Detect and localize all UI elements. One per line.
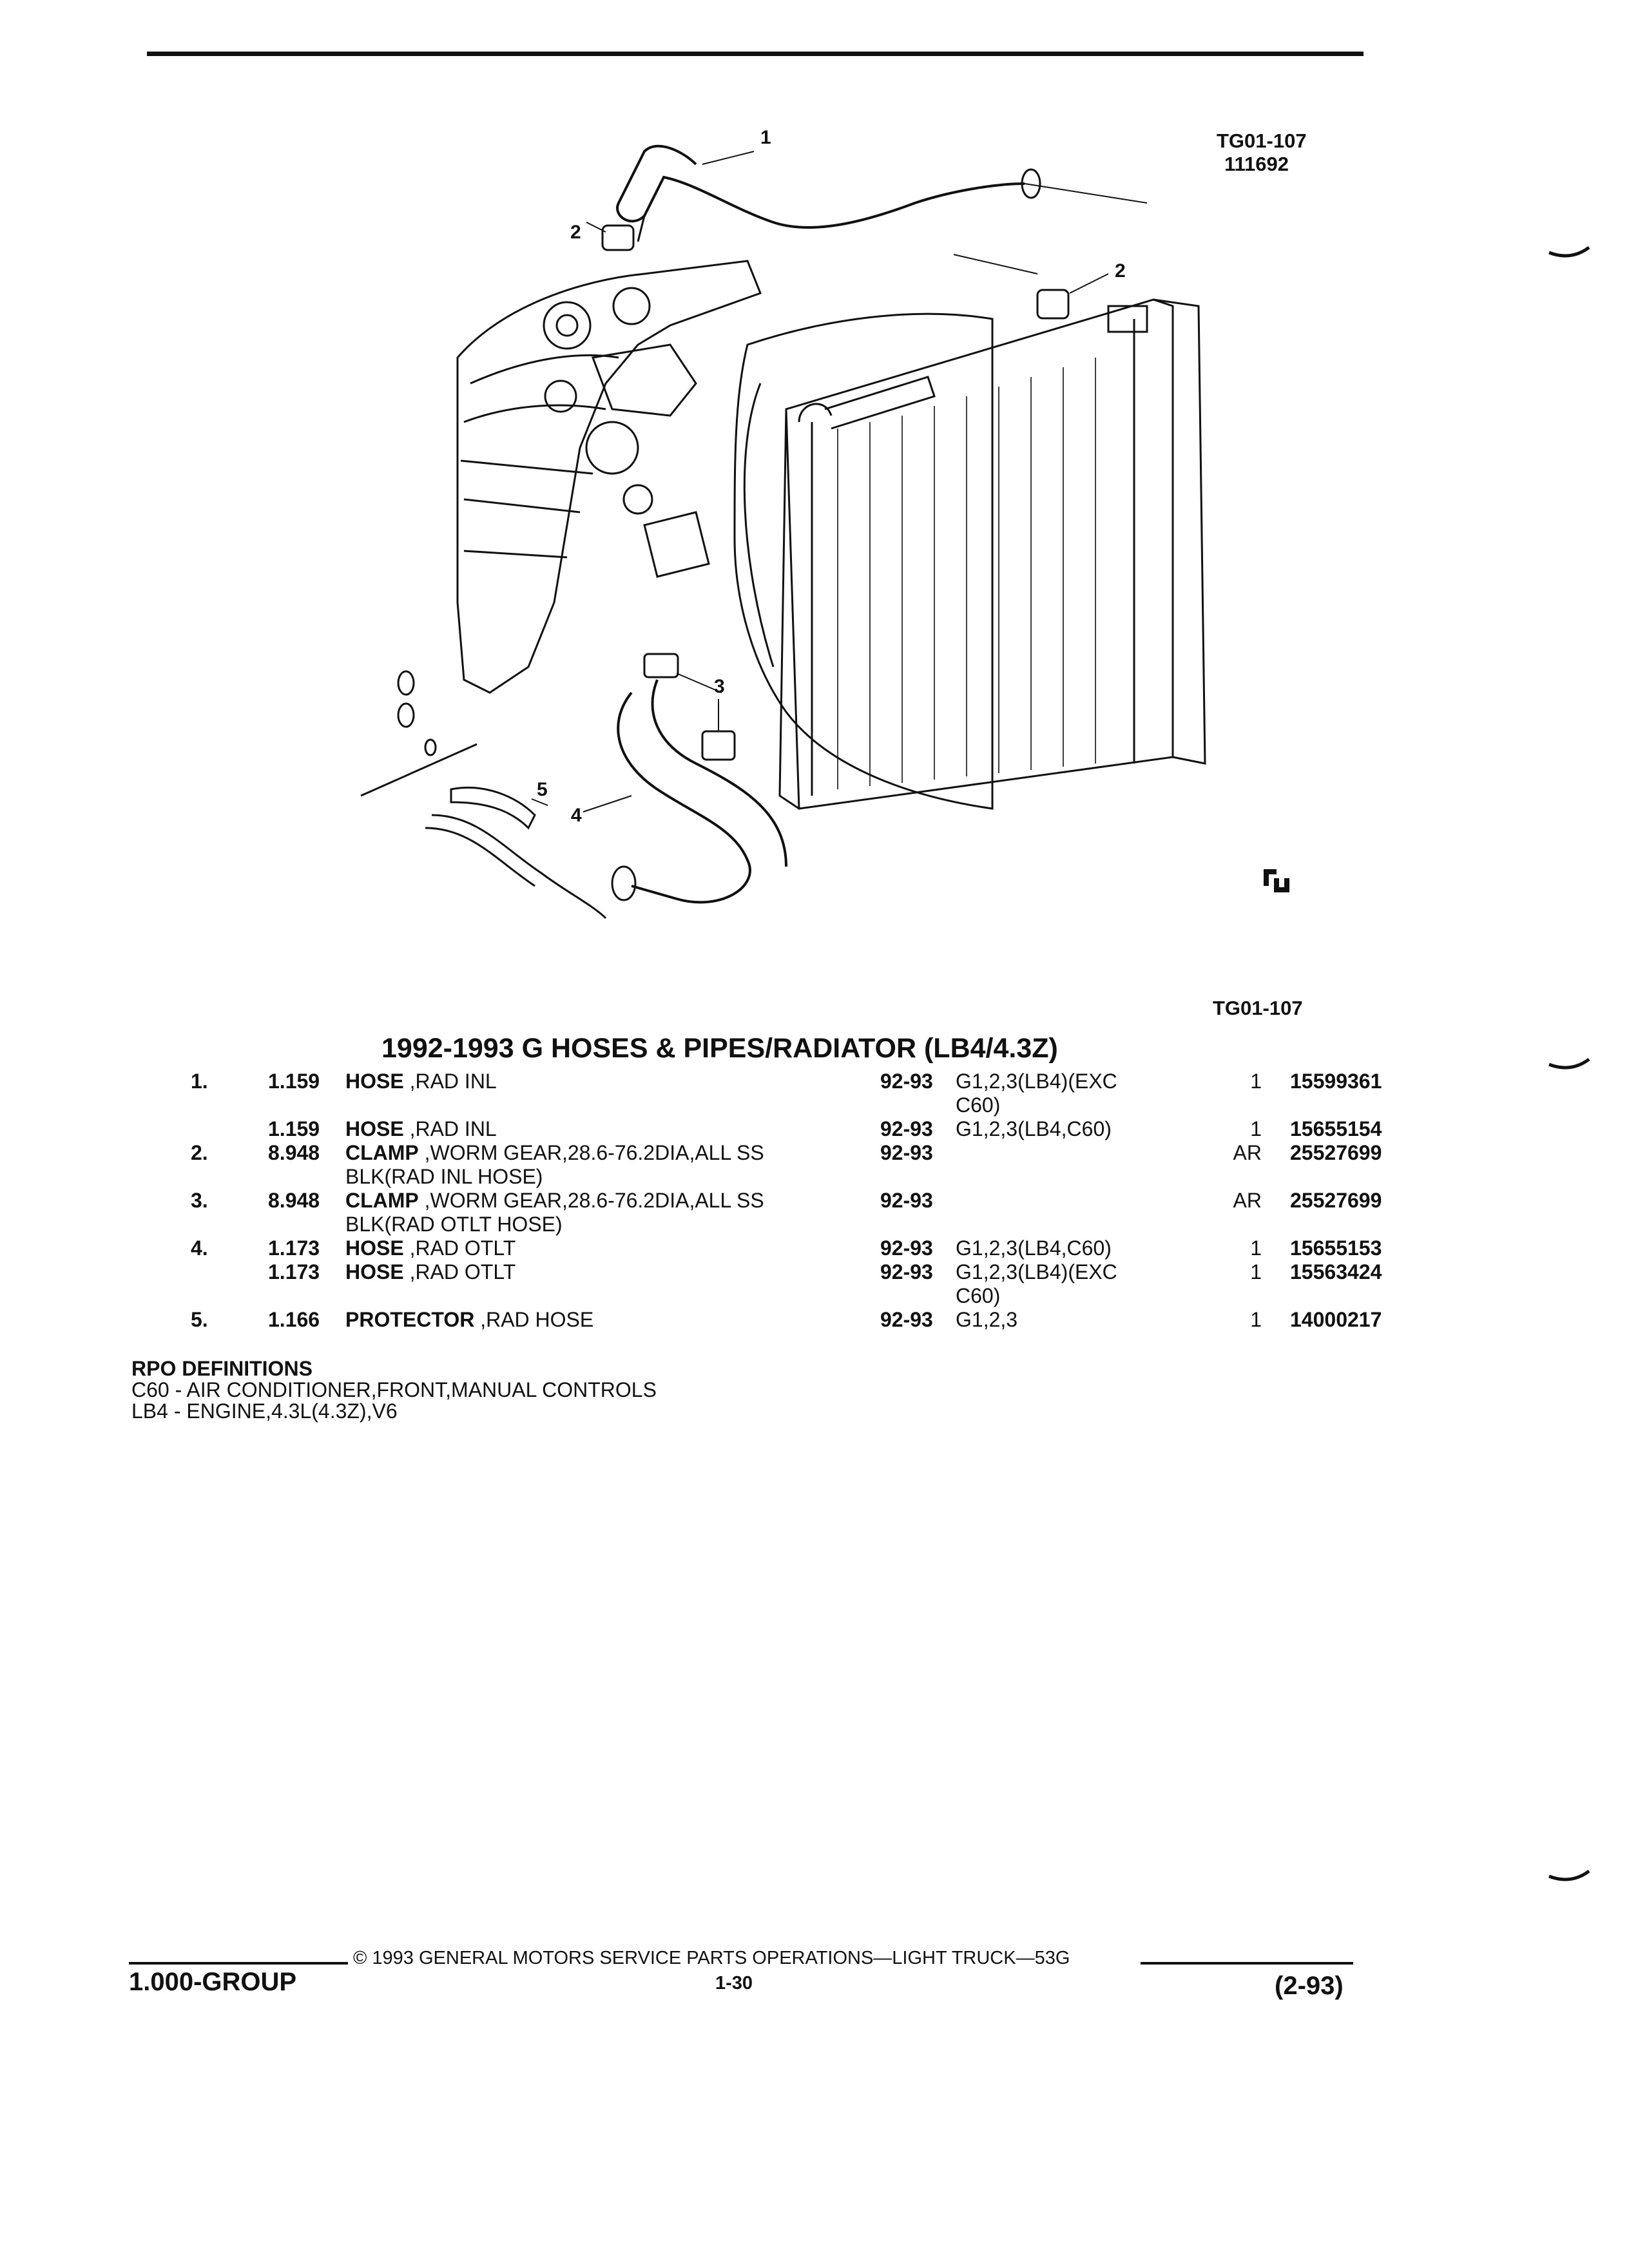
years: 92-93 bbox=[880, 1141, 933, 1164]
item-number: 4. bbox=[191, 1236, 208, 1260]
callout-2-upper: 2 bbox=[570, 222, 581, 243]
item-number: 3. bbox=[191, 1189, 208, 1212]
rpo-definitions bbox=[131, 1358, 657, 1422]
part-description: HOSE ,RAD OTLT bbox=[345, 1236, 516, 1260]
upper-hose bbox=[617, 146, 1025, 227]
callout-3: 3 bbox=[714, 676, 725, 697]
models: G1,2,3(LB4,C60) bbox=[956, 1117, 1112, 1140]
models: G1,2,3(LB4)(EXC C60) bbox=[956, 1260, 1117, 1307]
part-row bbox=[191, 1236, 1382, 1260]
models: G1,2,3(LB4)(EXC C60) bbox=[956, 1070, 1117, 1117]
quantity: AR bbox=[1233, 1189, 1262, 1212]
clamp-upper bbox=[602, 226, 633, 250]
quantity: 1 bbox=[1250, 1070, 1262, 1093]
callout-2-radiator: 2 bbox=[1115, 260, 1126, 282]
years: 92-93 bbox=[880, 1308, 933, 1331]
part-row bbox=[191, 1260, 1382, 1308]
group-number: 1.173 bbox=[268, 1260, 320, 1283]
part-description: HOSE ,RAD INL bbox=[345, 1117, 497, 1140]
clamp-lower-radiator bbox=[702, 731, 735, 760]
binder-mark bbox=[1547, 1057, 1592, 1082]
rpo-heading: RPO DEFINITIONS bbox=[131, 1357, 313, 1380]
rpo-line: C60 - AIR CONDITIONER,FRONT,MANUAL CONTROLS bbox=[131, 1378, 657, 1401]
models: G1,2,3 bbox=[956, 1308, 1018, 1331]
years: 92-93 bbox=[880, 1236, 933, 1260]
clamp-lower-engine bbox=[644, 654, 678, 677]
callout-1: 1 bbox=[760, 127, 771, 148]
group-number: 1.159 bbox=[268, 1070, 320, 1093]
figure-number: 111692 bbox=[1224, 153, 1289, 175]
item-number: 5. bbox=[191, 1308, 208, 1331]
part-row bbox=[191, 1070, 1382, 1117]
years: 92-93 bbox=[880, 1260, 933, 1283]
figure-code-bottom: TG01-107 bbox=[1213, 997, 1303, 1019]
radiator-hose-diagram bbox=[335, 113, 1340, 950]
footer-copyright: © 1993 GENERAL MOTORS SERVICE PARTS OPERATIONS—LIGHT TRUCK—53G bbox=[353, 1948, 1070, 1968]
item-number: 1. bbox=[191, 1070, 208, 1093]
footer-page-number: 1-30 bbox=[715, 1973, 753, 1994]
footer-rule-left bbox=[129, 1962, 348, 1965]
group-number: 8.948 bbox=[268, 1141, 320, 1164]
part-row bbox=[191, 1141, 1382, 1189]
part-description: CLAMP ,WORM GEAR,28.6-76.2DIA,ALL SS BLK(RAD OTLT HOSE) bbox=[345, 1189, 764, 1236]
part-number: 15655153 bbox=[1290, 1236, 1382, 1260]
top-rule bbox=[147, 52, 1364, 56]
part-number: 14000217 bbox=[1290, 1308, 1382, 1331]
footer-date: (2-93) bbox=[1275, 1972, 1344, 2000]
part-number: 15599361 bbox=[1290, 1070, 1382, 1093]
fan-shroud bbox=[735, 314, 992, 809]
callout-4: 4 bbox=[571, 805, 582, 826]
clamp-radiator bbox=[1037, 290, 1068, 318]
page-title: 1992-1993 G HOSES & PIPES/RADIATOR (LB4/4.3Z) bbox=[381, 1033, 1058, 1064]
footer-group: 1.000-GROUP bbox=[129, 1968, 297, 1996]
group-number: 8.948 bbox=[268, 1189, 320, 1212]
part-description: PROTECTOR ,RAD HOSE bbox=[345, 1308, 594, 1331]
part-description: HOSE ,RAD OTLT bbox=[345, 1260, 516, 1283]
quantity: AR bbox=[1233, 1141, 1262, 1164]
quantity: 1 bbox=[1250, 1308, 1262, 1331]
binder-mark bbox=[1547, 1869, 1592, 1894]
years: 92-93 bbox=[880, 1070, 933, 1093]
lower-hose bbox=[618, 693, 750, 902]
part-row bbox=[191, 1117, 1382, 1141]
part-description: CLAMP ,WORM GEAR,28.6-76.2DIA,ALL SS BLK(RAD INL HOSE) bbox=[345, 1141, 764, 1188]
footer-rule-right bbox=[1141, 1962, 1353, 1965]
gm-logo bbox=[1260, 867, 1292, 895]
part-number: 25527699 bbox=[1290, 1189, 1382, 1212]
quantity: 1 bbox=[1250, 1117, 1262, 1140]
item-number: 2. bbox=[191, 1141, 208, 1164]
years: 92-93 bbox=[880, 1189, 933, 1212]
radiator-core bbox=[786, 300, 1173, 809]
engine-block bbox=[458, 261, 760, 693]
group-number: 1.166 bbox=[268, 1308, 320, 1331]
part-row bbox=[191, 1189, 1382, 1236]
binder-mark bbox=[1547, 245, 1592, 271]
parts-table bbox=[191, 1070, 1382, 1332]
part-row bbox=[191, 1308, 1382, 1332]
part-number: 15563424 bbox=[1290, 1260, 1382, 1283]
part-number: 15655154 bbox=[1290, 1117, 1382, 1140]
quantity: 1 bbox=[1250, 1260, 1262, 1283]
figure-code-top: TG01-107 bbox=[1217, 130, 1307, 152]
group-number: 1.159 bbox=[268, 1117, 320, 1140]
models: G1,2,3(LB4,C60) bbox=[956, 1236, 1112, 1260]
part-description: HOSE ,RAD INL bbox=[345, 1070, 497, 1093]
group-number: 1.173 bbox=[268, 1236, 320, 1260]
callout-5: 5 bbox=[537, 779, 548, 800]
quantity: 1 bbox=[1250, 1236, 1262, 1260]
part-number: 25527699 bbox=[1290, 1141, 1382, 1164]
years: 92-93 bbox=[880, 1117, 933, 1140]
rpo-line: LB4 - ENGINE,4.3L(4.3Z),V6 bbox=[131, 1399, 398, 1423]
